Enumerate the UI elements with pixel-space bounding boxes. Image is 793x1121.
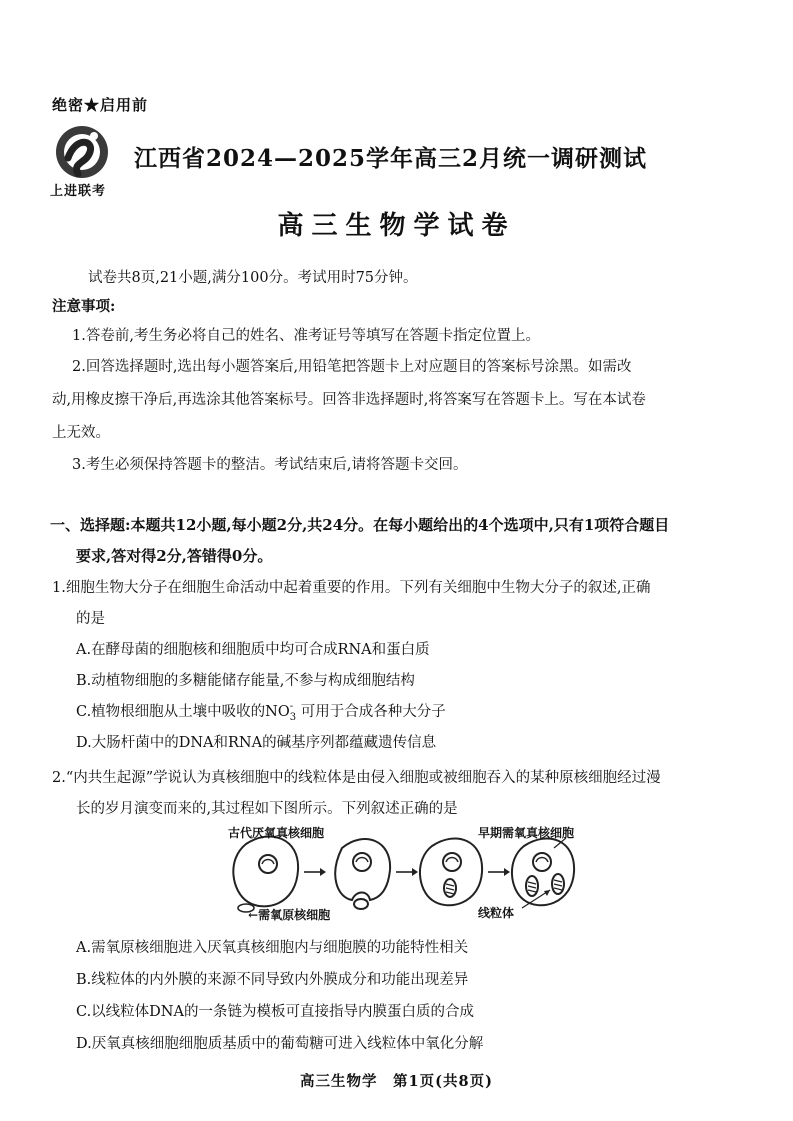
label-aerobic-prokaryote: ←需氧原核细胞 [248,908,331,922]
label-early-aerobic-cell: 早期需氧真核细胞 [478,826,575,840]
option-c-text-after: 可用于合成各种大分子 [296,704,446,720]
question-1-stem-line-1: 1.细胞生物大分子在细胞生命活动中起着重要的作用。下列有关细胞中生物大分子的叙述,正确 [52,580,651,596]
notice-item-2-line-2: 动,用橡皮擦干净后,再选涂其他答案标号。回答非选择题时,将答案写在答题卡上。写在本试卷 [52,392,646,408]
question-2-stem-line-2: 长的岁月演变而来的,其过程如下图所示。下列叙述正确的是 [76,801,458,817]
question-1-option-c [76,702,446,728]
section-heading-line-1: 一、选择题:本题共12小题,每小题2分,共24分。在每小题给出的4个选项中,只有1项符合题目 [50,516,670,534]
option-c-text-before: C.植物根细胞从土壤中吸收的NO [76,704,290,720]
cell-2 [335,839,390,909]
question-2-stem-line-1: 2.“内共生起源”学说认为真核细胞中的线粒体是由侵入细胞或被细胞吞入的某种原核细胞经过漫 [52,770,661,786]
notice-item-2-line-3: 上无效。 [52,425,110,441]
question-1-option-d: D.大肠杆菌中的DNA和RNA的碱基序列都蕴藏遗传信息 [76,735,437,751]
nitrate-ion-marks [289,701,297,723]
exam-intro: 试卷共8页,21小题,满分100分。考试用时75分钟。 [88,270,418,286]
nitrate-charge: - [289,701,294,712]
question-2-option-d: D.厌氧真核细胞细胞质基质中的葡萄糖可进入线粒体中氧化分解 [76,1036,484,1052]
logo-text: 上进联考 [50,184,107,199]
notice-item-1: 1.答卷前,考生务必将自己的姓名、准考证号等填写在答题卡指定位置上。 [72,328,540,344]
question-2-option-a: A.需氧原核细胞进入厌氧真核细胞内与细胞膜的功能特性相关 [76,940,469,956]
question-2-option-c: C.以线粒体DNA的一条链为模板可直接指导内膜蛋白质的合成 [76,1004,474,1020]
exam-title: 江西省2024—2025学年高三2月统一调研测试 [134,145,648,172]
nitrate-subscript: 3 [289,711,297,723]
label-ancient-anaerobic-cell: 古代厌氧真核细胞 [228,826,325,840]
question-1-stem-line-2: 的是 [76,611,105,627]
question-1-option-b: B.动植物细胞的多糖能储存能量,不参与构成细胞结构 [76,673,415,689]
endosymbiosis-diagram [220,820,600,924]
cell-1 [233,836,298,906]
cell-4 [512,838,574,905]
section-heading-line-2: 要求,答对得2分,答错得0分。 [76,547,273,565]
notice-item-3: 3.考生必须保持答题卡的整洁。考试结束后,请将答题卡交回。 [72,457,468,473]
label-aerobic-prokaryote-text: 需氧原核细胞 [258,908,331,922]
notice-item-2-line-1: 2.回答选择题时,选出每小题答案后,用铅笔把答题卡上对应题目的答案标号涂黑。如需改 [72,359,632,375]
confidential-mark: 绝密★启用前 [52,96,149,114]
label-mitochondrion: 线粒体 [478,906,515,920]
question-2-option-b: B.线粒体的内外膜的来源不同导致内外膜成分和功能出现差异 [76,972,469,988]
notice-heading: 注意事项: [52,298,116,315]
exam-subtitle: 高三生物学试卷 [277,211,516,241]
page-footer: 高三生物学 第1页(共8页) [300,1073,493,1090]
cell-3 [420,838,482,905]
question-1-option-a: A.在酵母菌的细胞核和细胞质中均可合成RNA和蛋白质 [76,642,430,658]
